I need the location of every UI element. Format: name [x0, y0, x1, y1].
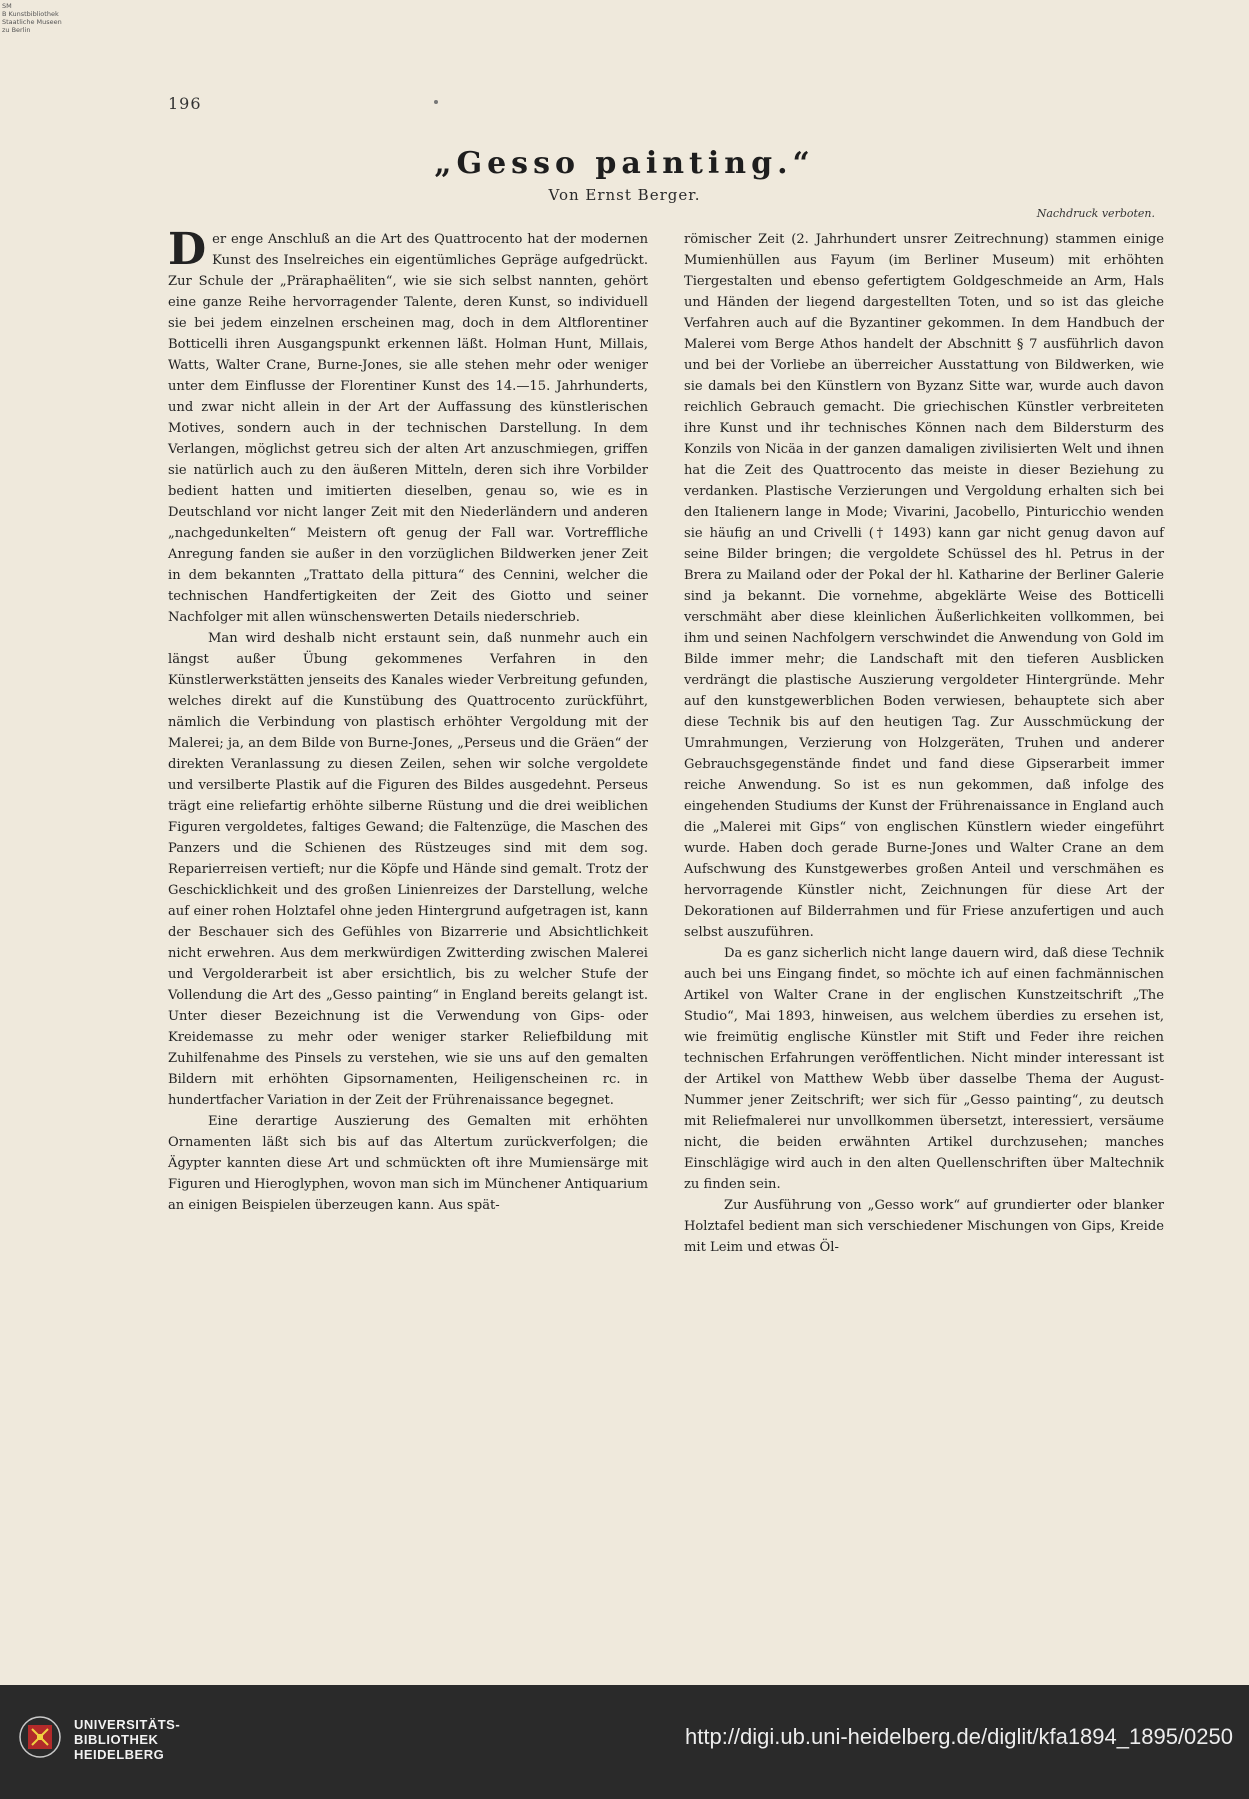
paragraph: Zur Ausführung von „Gesso work“ auf grundierter oder blanker Holztafel bedient man sich verschiedener Mischungen von Gips, Kreide mit Leim und etwas Öl-: [684, 1198, 1164, 1255]
ink-speck: [434, 100, 438, 104]
paragraph-text: er enge Anschluß an die Art des Quattrocento hat der modernen Kunst des Inselreiches ein eigentümliches Gepräge aufgedrückt. Zur Schule der „Präraphaëliten“, wie sie sich selbst nannten, gehört eine ganze Reihe hervorragender Talente, deren Kunst, so individuell sie bei jedem einzelnen erscheinen mag, doch in dem Altflorentiner Botticelli ihren Ausgangspunkt erkennen läßt. Holman Hunt, Millais, Watts, Walter Crane, Burne-Jones, sie alle stehen mehr oder weniger unter dem Einflusse der Florentiner Kunst des 14.—15. Jahrhunderts, und zwar nicht allein in der Art der Auffassung des künstlerischen Motives, sondern auch in der technischen Darstellung. In dem Verlangen, möglichst getreu sich der alten Art anzuschmiegen, griffen sie natürlich auch zu den äußeren Mitteln, deren sich ihre Vorbilder bedient hatten und imitierten dieselben, genau so, wie es in Deutschland vor nicht langer Zeit mit den Niederländern und anderen „nachgedunkelten“ Meistern oft genug der Fall war. Vortreffliche Anregung fanden sie außer in den vorzüglichen Bildwerken jener Zeit in dem bekannten „Trattato della pittura“ des Cennini, welcher die technischen Handfertigkeiten der Zeit des Giotto und seiner Nachfolger mit allen wünschenswerten Details niederschrieb.: [168, 232, 648, 625]
library-stamp: [2, 2, 72, 34]
paragraph: Da es ganz sicherlich nicht lange dauern wird, daß diese Technik auch bei uns Eingang findet, so möchte ich auf einen fachmännischen Artikel von Walter Crane in der englischen Kunstzeitschrift „The Studio“, Mai 1893, hinweisen, aus welchem überdies zu ersehen ist, wie freimütig englische Künstler mit Stift und Feder ihre reichen technischen Erfahrungen veröffentlichen. Nicht minder interessant ist der Artikel von Matthew Webb über dasselbe Thema der August-Nummer jener Zeitschrift; wer sich für „Gesso painting“, zu deutsch mit Reliefmalerei nur unvollkommen übersetzt, interessiert, versäume nicht, die beiden erwähnten Artikel durchzusehen; manches Einschlägige wird auch in den alten Quellenschriften über Maltechnik zu finden sein.: [684, 946, 1164, 1192]
article-author: Von Ernst Berger.: [548, 186, 701, 204]
stamp-line: zu Berlin: [2, 26, 31, 34]
logo-line: UNIVERSITÄTS-: [74, 1717, 181, 1732]
right-column: [684, 229, 1164, 1258]
paragraph: römischer Zeit (2. Jahrhundert unsrer Zeitrechnung) stammen einige Mumienhüllen aus Fayum (im Berliner Museum) mit erhöhten Tiergestalten und ebenso gefertigtem Goldgeschmeide an Arm, Hals und Händen der liegend dargestellten Toten, und so ist das gleiche Verfahren auch auf die Byzantiner gekommen. In dem Handbuch der Malerei vom Berge Athos handelt der Abschnitt § 7 ausführlich davon und bei der Vorliebe an überreicher Ausstattung von Bildwerken, wie sie damals bei den Künstlern von Byzanz Sitte war, wurde auch davon reichlich Gebrauch gemacht. Die griechischen Künstler verbreiteten ihre Kunst und ihr technisches Können nach dem Bildersturm des Konzils von Nicäa in der ganzen damaligen zivilisierten Welt und ihnen hat die Zeit des Quattrocento das meiste in dieser Beziehung zu verdanken. Plastische Verzierungen und Vergoldung erhalten sich bei den Italienern lange in Mode; Vivarini, Jacobello, Pinturicchio wenden sie häufig an und Crivelli († 1493) kann gar nicht genug davon auf seine Bilder bringen; die vergoldete Schüssel des hl. Petrus in der Brera zu Mailand oder der Pokal der hl. Katharine der Berliner Galerie sind ja bekannt. Die vornehme, abgeklärte Weise des Botticelli verschmäht aber diese kleinlichen Äußerlichkeiten vollkommen, bei ihm und seinen Nachfolgern verschwindet die Anwendung von Gold im Bilde immer mehr; die Landschaft mit den tieferen Ausblicken verdrängt die plastische Auszierung vergoldeter Hintergründe. Mehr auf den kunstgewerblichen Boden verwiesen, behauptete sich aber diese Technik bis auf den heutigen Tag. Zur Ausschmückung der Umrahmungen, Verzierung von Holzgeräten, Truhen und anderer Gebrauchsgegenstände findet und fand diese Gipserarbeit immer reiche Anwendung. So ist es nun gekommen, daß infolge des eingehenden Studiums der Kunst der Frührenaissance in England auch die „Malerei mit Gips“ von englischen Künstlern wieder eingeführt wurde. Haben doch gerade Burne-Jones und Walter Crane an dem Aufschwung des Kunstgewerbes großen Anteil und verschmähen es hervorragende Künstler nicht, Zeichnungen für diese Art der Dekorationen auf Bilderrahmen und für Friese anzufertigen und auch selbst auszuführen.: [684, 232, 1164, 940]
paragraph: Man wird deshalb nicht erstaunt sein, daß nunmehr auch ein längst außer Übung gekommenes Verfahren in den Künstlerwerkstätten jenseits des Kanales wieder Verbreitung gefunden, welches direkt auf die Kunstübung des Quattrocento zurückführt, nämlich die Verbindung von plastisch erhöhter Vergoldung mit der Malerei; ja, an dem Bilde von Burne-Jones, „Perseus und die Gräen“ der direkten Veranlassung zu diesen Zeilen, sehen wir solche vergoldete und versilberte Plastik auf die Figuren des Bildes ausgedehnt. Perseus trägt eine reliefartig erhöhte silberne Rüstung und die drei weiblichen Figuren vergoldetes, faltiges Gewand; die Faltenzüge, die Maschen des Panzers und die Schienen des Rüstzeuges sind mit dem sog. Reparierreisen vertieft; nur die Köpfe und Hände sind gemalt. Trotz der Geschicklichkeit und des großen Linienreizes der Darstellung, welche auf einer rohen Holztafel ohne jeden Hintergrund aufgetragen ist, kann der Beschauer sich des Gefühles von Bizarrerie und Absichtlichkeit nicht erwehren. Aus dem merkwürdigen Zwitterding zwischen Malerei und Vergolderarbeit ist aber ersichtlich, bis zu welcher Stufe der Vollendung die Art des „Gesso painting“ in England bereits gelangt ist. Unter dieser Bezeichnung ist die Verwendung von Gips- oder Kreidemasse zu mehr oder weniger starker Reliefbildung mit Zuhilfenahme des Pinsels zu verstehen, wie sie uns auf den gemalten Bildern mit erhöhten Gipsornamenten, Heiligenscheinen rc. in hundertfacher Variation in der Zeit der Frührenaissance begegnet.: [168, 631, 648, 1108]
logo-line: BIBLIOTHEK: [74, 1732, 159, 1747]
paragraph: [168, 224, 648, 628]
paragraph: Eine derartige Auszierung des Gemalten mit erhöhten Ornamenten läßt sich bis auf das Altertum zurückverfolgen; die Ägypter kannten diese Art und schmückten oft ihre Mumiensärge mit Figuren und Hieroglyphen, wovon man sich im Münchener Antiquarium an einigen Beispielen überzeugen kann. Aus spät-: [168, 1114, 648, 1213]
permalink-url[interactable]: http://digi.ub.uni-heidelberg.de/diglit/kfa1894_1895/0250: [685, 1724, 1233, 1749]
stamp-line: B Kunstbibliothek: [2, 10, 59, 18]
stamp-line: SM: [2, 2, 12, 10]
library-logo[interactable]: [74, 1717, 180, 1762]
stamp-line: Staatliche Museen: [2, 18, 62, 26]
article-title: „Gesso painting.“: [434, 146, 815, 181]
page-number: 196: [168, 94, 202, 113]
logo-line: HEIDELBERG: [74, 1747, 165, 1762]
drop-cap: D: [168, 224, 207, 275]
left-column: [168, 224, 648, 1216]
copyright-notice: Nachdruck verboten.: [1036, 207, 1155, 220]
university-seal-icon: [18, 1714, 62, 1760]
